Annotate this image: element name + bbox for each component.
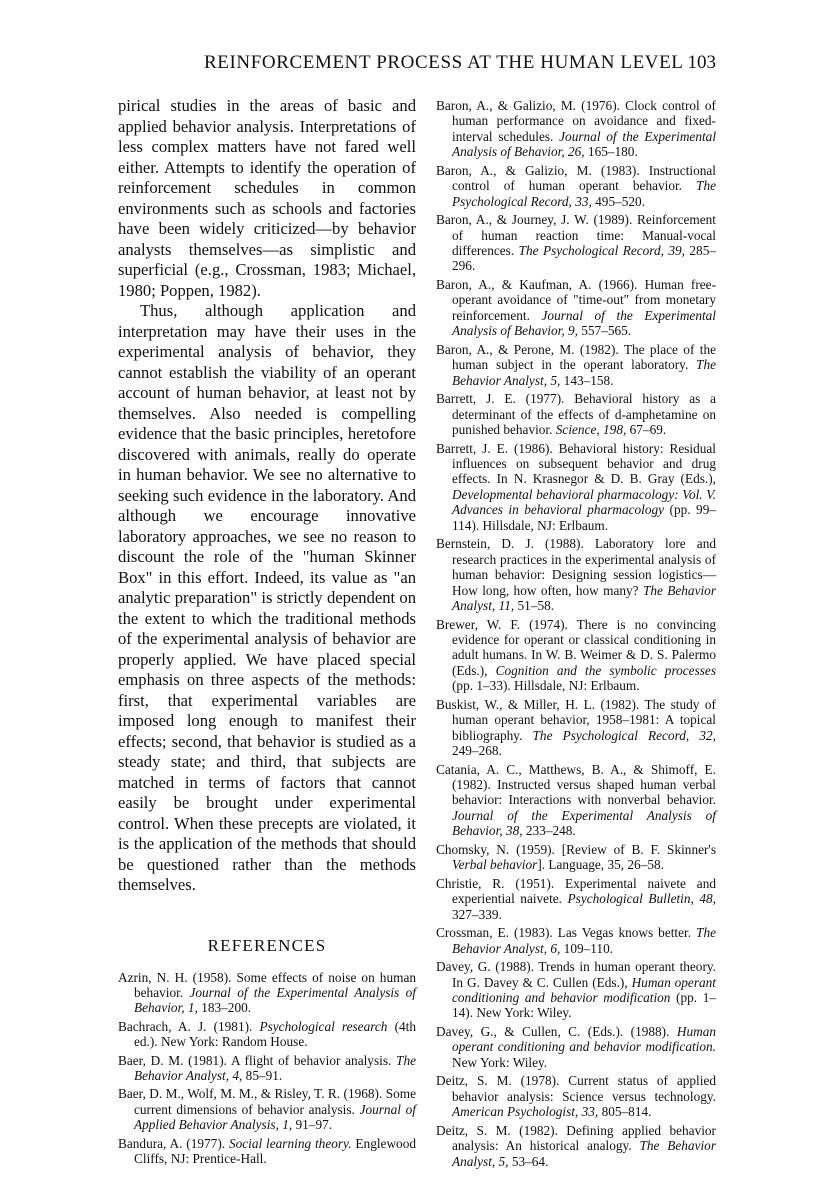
left-column: [118, 96, 416, 1169]
running-title: REINFORCEMENT PROCESS AT THE HUMAN LEVEL: [204, 52, 684, 73]
reference-entry: Christie, R. (1951). Experimental naivete and experiential naivete. Psychological Bulletin, 48, 327–339.: [436, 875, 716, 922]
reference-entry: Baron, A., & Journey, J. W. (1989). Reinforcement of human reaction time: Manual-vocal differences. The Psychological Record, 39, 285–296.: [436, 212, 717, 274]
references-list-right: [436, 98, 716, 1172]
reference-entry: Deitz, S. M. (1978). Current status of applied behavior analysis: Science versus technology. American Psychologist, 33, 805–814.: [436, 1073, 716, 1120]
reference-entry: Crossman, E. (1983). Las Vegas knows better. The Behavior Analyst, 6, 109–110.: [436, 925, 716, 956]
reference-entry: Chomsky, N. (1959). [Review of B. F. Skinner's Verbal behavior]. Language, 35, 26–58.: [436, 841, 716, 873]
reference-entry: Barrett, J. E. (1986). Behavioral history: Residual influences on subsequent behavior and drug effects. In N. Krasnegor & D. B. Gray (Eds.), Developmental behavioral pharmacology: Vol. V. Advances in behavioral pharmacology (pp. 99–114). Hillsdale, NJ: Erlbaum.: [436, 440, 716, 533]
reference-entry: Davey, G., & Cullen, C. (Eds.). (1988). Human operant conditioning and behavior modification. New York: Wiley.: [436, 1023, 716, 1070]
reference-entry: Catania, A. C., Matthews, B. A., & Shimoff, E. (1982). Instructed versus shaped human verbal behavior: Interactions with nonverbal behavior. Journal of the Experimental Analysis of Behavior, 38, 233–248.: [436, 761, 716, 839]
body-text: [118, 96, 416, 896]
reference-entry: Baron, A., & Perone, M. (1982). The place of the human subject in the operant laboratory. The Behavior Analyst, 5, 143–158.: [436, 341, 716, 388]
reference-entry: Baer, D. M. (1981). A flight of behavior analysis. The Behavior Analyst, 4, 85–91.: [118, 1052, 416, 1083]
reference-entry: Buskist, W., & Miller, H. L. (1982). The study of human operant behavior, 1958–1981: A topical bibliography. The Psychological Record, 32, 249–268.: [436, 696, 716, 758]
reference-entry: Bernstein, D. J. (1988). Laboratory lore and research practices in the experimental analysis of human behavior: Designing session logistics—How long, how often, how many? The Behavior Analyst, 11, 51–58.: [436, 536, 716, 613]
reference-entry: Bandura, A. (1977). Social learning theory. Englewood Cliffs, NJ: Prentice-Hall.: [118, 1135, 416, 1166]
reference-entry: Bachrach, A. J. (1981). Psychological research (4th ed.). New York: Random House.: [118, 1018, 416, 1050]
reference-entry: Baron, A., & Galizio, M. (1983). Instructional control of human operant behavior. The Psychological Record, 33, 495–520.: [436, 162, 716, 209]
reference-entry: Baron, A., & Galizio, M. (1976). Clock control of human performance on avoidance and fixed-interval schedules. Journal of the Experimental Analysis of Behavior, 26, 165–180.: [436, 98, 717, 160]
references-heading: REFERENCES: [207, 935, 327, 955]
reference-entry: Baron, A., & Kaufman, A. (1966). Human free-operant avoidance of "time-out" from monetary reinforcement. Journal of the Experimental Analysis of Behavior, 9, 557–565.: [436, 277, 717, 339]
body-paragraph: pirical studies in the areas of basic and applied behavior analysis. Interpretations of less complex matters have not fared well either. Attempts to identify the operation of reinforcement schedules in common environments such as schools and factories have been widely criticized—by behavior analysts themselves—as simplistic and superficial (e.g., Crossman, 1983; Michael, 1980; Poppen, 1982).: [118, 96, 416, 300]
reference-entry: Deitz, S. M. (1982). Defining applied behavior analysis: An historical analogy. The Behavior Analyst, 5, 53–64.: [436, 1122, 716, 1169]
reference-entry: Baer, D. M., Wolf, M. M., & Risley, T. R. (1968). Some current dimensions of behavior analysis. Journal of Applied Behavior Analysis, 1, 91–97.: [118, 1086, 416, 1133]
reference-entry: Davey, G. (1988). Trends in human operant theory. In G. Davey & C. Cullen (Eds.), Human operant conditioning and behavior modification (pp. 1–14). New York: Wiley.: [436, 959, 716, 1021]
running-header: [118, 52, 716, 78]
reference-entry: Azrin, N. H. (1958). Some effects of noise on human behavior. Journal of the Experimental Analysis of Behavior, 1, 183–200.: [118, 969, 416, 1016]
reference-entry: Brewer, W. F. (1974). There is no convincing evidence for operant or classical conditioning in adult humans. In W. B. Weimer & D. S. Palermo (Eds.), Cognition and the symbolic processes (pp. 1–33). Hillsdale, NJ: Erlbaum.: [436, 616, 716, 694]
reference-entry: Barrett, J. E. (1977). Behavioral history as a determinant of the effects of d-amphetamine on punished behavior. Science, 198, 67–69.: [436, 391, 716, 438]
references-list-left: [118, 970, 416, 1167]
page-number: 103: [687, 52, 716, 73]
body-paragraph: Thus, although application and interpretation may have their uses in the experimental analysis of behavior, they cannot establish the viability of an operant account of human behavior, at least not by themselves. Also needed is compelling evidence that the basic principles, heretofore discovered with animals, really do operate in human behavior. We see no alternative to seeking such evidence in the laboratory. And although we encourage innovative laboratory approaches, we see no reason to discount the role of the "human Skinner Box" in this effort. Indeed, its value as "an analytic preparation" is strictly dependent on the extent to which the traditional methods of the experimental analysis of behavior are properly applied. We have placed special emphasis on three aspects of the methods: first, that experimental variables are imposed long enough to manifest their effects; second, that behavior is studied as a steady state; and third, that subjects are matched in terms of factors that cannot easily be brought under experimental control. When these precepts are violated, it is the application of the methods that should be questioned rather than the methods themselves.: [118, 301, 416, 894]
